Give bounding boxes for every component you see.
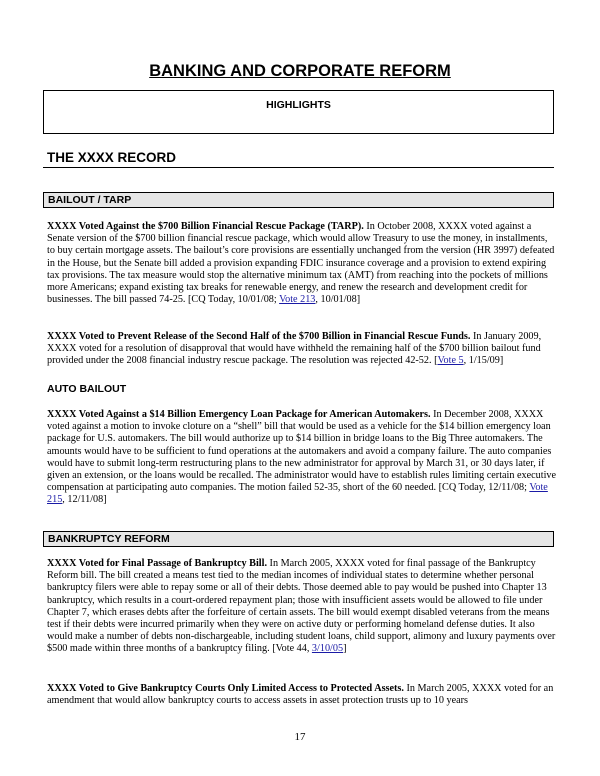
paragraph-auto-loan-tail: , 12/11/08]	[62, 494, 107, 506]
paragraph-auto-loan-body: In December 2008, XXXX voted against a motion to invoke cloture on a “shell” bill that would be used as a vehicle for the $14 billion emergency loan package for U.S. automakers. The bill would authorize up to $14 billion in bridge loans to the Big Three automakers. The amounts would have to be sufficient to fund operations at the automakers and avoid a company failure. The auto companies would have to submit long-term restructuring plans to the new administrator for approval by March 31, or 30 days later, if given an extension, or the loans would be recalled. The administrator would have to establish rules limiting certain executive compensation at participating auto companies. The motion failed 52-35, short of the 60 needed. [CQ Today, 12/11/08;	[47, 409, 557, 494]
paragraph-protected-assets-headline: XXXX Voted to Give Bankruptcy Courts Only Limited Access to Protected Assets.	[47, 683, 404, 694]
paragraph-protected-assets-body: In March 2005, XXXX voted for an amendment that would allow bankruptcy courts to access assets in asset protection trusts up to 10 years	[47, 683, 554, 707]
paragraph-second-half-tail: , 1/15/09]	[463, 355, 504, 367]
paragraph-protected-assets	[47, 683, 557, 707]
highlights-label: HIGHLIGHTS	[266, 99, 331, 111]
paragraph-bankruptcy-bill-body: In March 2005, XXXX voted for final passage of the Bankruptcy Reform bill. The bill created a means test tied to the median incomes of individual states to determine whether personal bankruptcy filers were able to repay some or all of their debts. Those deemed able to pay would be pushed into Chapter 13 bankruptcy, which results in a court-ordered repayment plan; those with insufficient assets would be allowed to file under Chapter 7, which erases debts after the forfeiture of certain assets. The bill would exempt disabled veterans from the means test if their debts were incurred primarily when they were on active duty or performing homeland defense duties. It also would make a number of debts non-dischargeable, including student loans, child support, alimony and luxury payments over $500 made within three months of a bankruptcy filing. [Vote 44,	[47, 558, 556, 655]
paragraph-auto-loan	[47, 409, 557, 507]
vote-213-link[interactable]: Vote 213	[279, 294, 316, 306]
paragraph-tarp-body: In October 2008, XXXX voted against a Senate version of the $700 billion financial rescue package, which would allow Treasury to use the money, in installments, to buy certain mortgage assets. The bailout’s core provisions are essentially unchanged from the version (HR 3997) defeated in the House, but the Senate bill added a provision expanding FDIC insurance coverage and a provision to extend expiring tax provisions. The tax measure would stop the alternative minimum tax (AMT) from reaching into the pockets of millions more Americans; expand existing tax breaks for renewable energy, and renew the research and development credit for businesses. The bill passed 74-25. [CQ Today, 10/01/08;	[47, 221, 555, 306]
section-bailout-tarp: BAILOUT / TARP	[43, 192, 554, 208]
paragraph-second-half	[47, 331, 557, 368]
paragraph-second-half-headline: XXXX Voted to Prevent Release of the Second Half of the $700 Billion in Financial Rescue Funds.	[47, 331, 471, 342]
page-number: 17	[294, 731, 306, 743]
vote-215-link[interactable]: Vote 215	[47, 482, 548, 506]
paragraph-bankruptcy-bill-tail: ]	[343, 643, 347, 655]
highlights-box	[43, 90, 554, 134]
paragraph-tarp-tail: , 10/01/08]	[315, 294, 361, 306]
paragraph-tarp	[47, 221, 557, 306]
paragraph-tarp-headline: XXXX Voted Against the $700 Billion Financial Rescue Package (TARP).	[47, 221, 364, 232]
paragraph-auto-loan-headline: XXXX Voted Against a $14 Billion Emergency Loan Package for American Automakers.	[47, 409, 431, 420]
record-heading: THE XXXX RECORD	[47, 150, 177, 165]
paragraph-second-half-body: In January 2009, XXXX voted for a resolution of disapproval that would have withheld the remaining half of the $700 billion bailout fund provided under the 2008 financial industry rescue package. The resolution was rejected 42-52. [	[47, 331, 542, 367]
section-bankruptcy-reform: BANKRUPTCY REFORM	[43, 531, 554, 547]
paragraph-bankruptcy-bill-headline: XXXX Voted for Final Passage of Bankruptcy Bill.	[47, 558, 267, 569]
vote-5-link[interactable]: Vote 5	[437, 355, 464, 367]
subhead-auto-bailout: AUTO BAILOUT	[47, 383, 127, 395]
page-title: BANKING AND CORPORATE REFORM	[149, 62, 451, 80]
paragraph-bankruptcy-bill	[47, 558, 557, 656]
vote-44-date-link[interactable]: 3/10/05	[311, 643, 344, 655]
record-divider	[43, 167, 554, 168]
